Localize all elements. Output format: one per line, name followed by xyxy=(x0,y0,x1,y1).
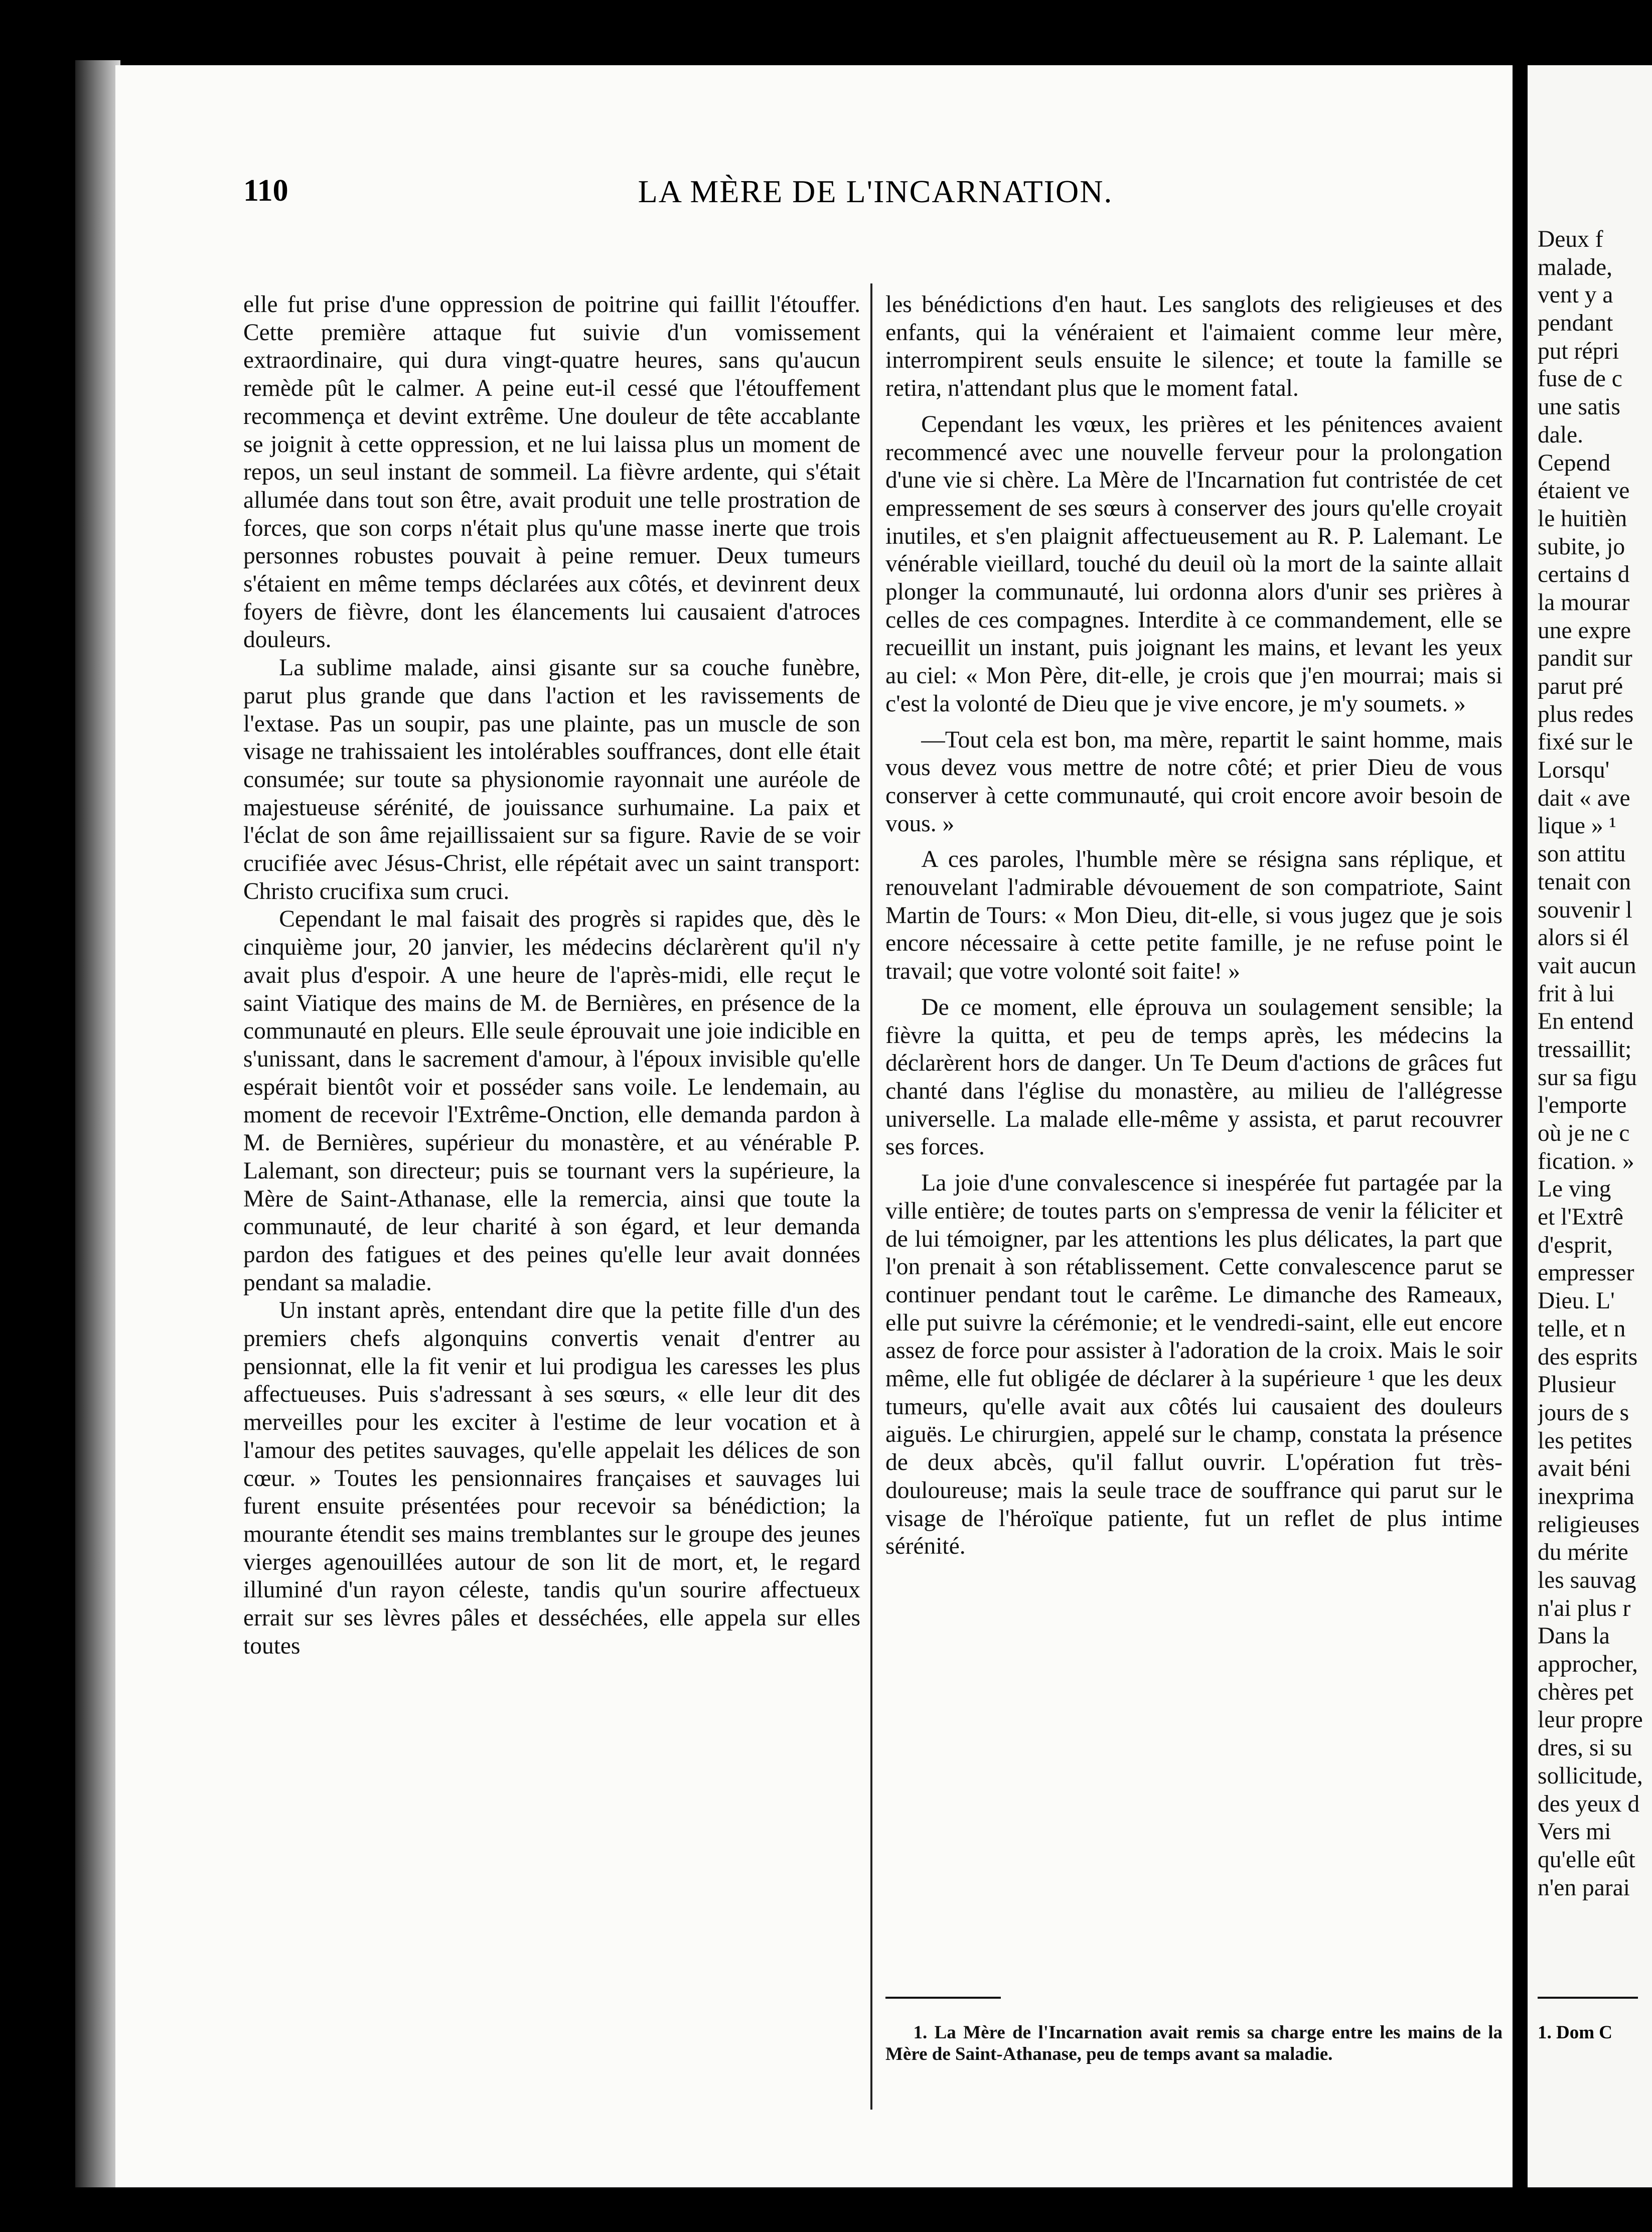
next-page-line: qu'elle eût xyxy=(1538,1846,1635,1873)
next-page-line: l'emporte xyxy=(1538,1092,1627,1119)
next-page-line: inexprima xyxy=(1538,1483,1634,1510)
next-page-line: religieuses xyxy=(1538,1511,1640,1538)
next-page-line: vait aucun xyxy=(1538,952,1636,979)
next-page-line: dres, si su xyxy=(1538,1735,1632,1761)
next-page-line: fixé sur le xyxy=(1538,729,1633,756)
paragraph: Cependant les vœux, les prières et les pénitences avaient recommencé avec une nouvelle ferveur pour la prolongation d'une vie si chère. La Mère de l'Incarnation fut contristée de cet empressement de ses sœurs à conserver des jours qu'elle croyait inutiles, et s'en plaignit affectueusement au R. P. Lalemant. Le vénérable vieillard, touché du deuil où la mort de la sainte allait plonger la communauté, lui ordonna alors d'unir ses prières à celles de ces compagnes. Interdite à ce commandement, elle se recueillit un instant, puis joignant les mains, et levant les yeux au ciel: « Mon Père, dit-elle, je crois que j'en mourrai; mais si c'est la volonté de Dieu que je vive encore, je m'y soumets. » xyxy=(885,411,1503,717)
paragraph: Un instant après, entendant dire que la petite fille d'un des premiers chefs algonquins convertis venait d'entrer au pensionnat, elle la fit venir et lui prodigua les caresses les plus affectueuses. Puis s'adressant à ses sœurs, « elle leur dit des merveilles pour les exciter à l'estime de leur vocation et à l'amour des petites sauvages, qu'elle appelait les délices de son cœur. » Toutes les pensionnaires françaises et sauvages lui furent ensuite présentées pour recevoir sa bénédiction; la mourante étendit ses mains tremblantes sur le groupe des jeunes vierges agenouillées autour de son lit de mort, et, le regard illuminé d'un rayon céleste, tandis qu'un sourire affectueux errait sur ses lèvres pâles et desséchées, elle appela sur elles toutes xyxy=(243,1297,860,1659)
next-page-line: dale. xyxy=(1538,421,1583,448)
footnote: 1. La Mère de l'Incarnation avait remis sa charge entre les mains de la Mère de Saint-Athanase, peu de temps avant sa maladie. xyxy=(885,2022,1503,2064)
column-divider xyxy=(870,283,872,2110)
paragraph: De ce moment, elle éprouva un soulagement sensible; la fièvre la quitta, et peu de temps après, les médecins la déclarèrent hors de danger. Un Te Deum d'actions de grâces fut chanté dans l'église du monastère, au milieu de l'allégresse universelle. La malade elle-même y assista, et parut recouvrer ses forces. xyxy=(885,994,1503,1160)
next-page-line: jours de s xyxy=(1538,1399,1629,1426)
next-page-line: pandit sur xyxy=(1538,645,1632,672)
next-page-line: Cepend xyxy=(1538,450,1611,476)
paragraph: Cependant le mal faisait des progrès si rapides que, dès le cinquième jour, 20 janvier, les médecins déclarèrent qu'il n'y avait plus d'espoir. A une heure de l'après-midi, elle reçut le saint Viatique des mains de M. de Bernières, en présence de la communauté en pleurs. Elle seule éprouvait une joie indicible en s'unissant, dans le sacrement d'amour, à l'époux invisible qu'elle espérait bientôt voir et posséder sans voile. Le lendemain, au moment de recevoir l'Extrême-Onction, elle demanda pardon à M. de Bernières, supérieur du monastère, et au vénérable P. Lalemant, son directeur; puis se tournant vers la supérieure, la Mère de Saint-Athanase, elle la remercia, ainsi que toute la communauté, de leur charité à son égard, et leur demanda pardon des fatigues et des peines qu'elle leur avait données pendant sa maladie. xyxy=(243,906,860,1296)
next-page-line: d'esprit, xyxy=(1538,1232,1613,1258)
page xyxy=(115,65,1513,2187)
next-page-line: empresser xyxy=(1538,1260,1634,1286)
next-page-line: pendant xyxy=(1538,310,1613,337)
next-page-line: et l'Extrê xyxy=(1538,1204,1623,1231)
next-page-line: la mourar xyxy=(1538,589,1630,616)
running-title: LA MÈRE DE L'INCARNATION. xyxy=(638,174,1113,209)
paragraph: les bénédictions d'en haut. Les sanglots des religieuses et des enfants, qui la vénéraient et l'aimaient comme leur mère, interrompirent seuls ensuite le silence; et toute la famille se retira, n'attendant plus que le moment fatal. xyxy=(885,291,1503,402)
paragraph: elle fut prise d'une oppression de poitrine qui faillit l'étouffer. Cette première attaque fut suivie d'un vomissement extraordinaire, qui dura vingt-quatre heures, sans qu'aucun remède pût le calmer. A peine eut-il cessé que l'étouffement recommença et devint extrême. Une douleur de tête accablante se joignit à cette oppression, et ne lui laissa plus un moment de repos, un seul instant de sommeil. La fièvre ardente, qui s'était allumée dans tout son être, avait produit une telle prostration de forces, que son corps n'était plus qu'une masse inerte que trois personnes robustes pouvait à peine remuer. Deux tumeurs s'étaient en même temps déclarées aux côtés, et devinrent deux foyers de fièvre, dont les élancements lui causaient d'atroces douleurs. xyxy=(243,291,860,653)
next-page-line: dait « ave xyxy=(1538,785,1630,811)
next-page-line: Dans la xyxy=(1538,1623,1610,1650)
next-page-line: certains d xyxy=(1538,561,1630,588)
next-page-line: le huitièn xyxy=(1538,505,1627,532)
next-page-line: une satis xyxy=(1538,394,1620,420)
next-page-line: où je ne c xyxy=(1538,1120,1630,1146)
next-page-footnote: 1. Dom C xyxy=(1538,2022,1613,2043)
next-page-line: malade, xyxy=(1538,254,1613,280)
next-page-fragment xyxy=(1528,65,1652,2187)
next-page-line: frit à lui xyxy=(1538,980,1615,1007)
next-page-line: sollicitude, xyxy=(1538,1762,1643,1789)
next-page-line: une expre xyxy=(1538,617,1631,644)
next-page-line: souvenir l xyxy=(1538,897,1632,923)
next-page-line: n'ai plus r xyxy=(1538,1595,1631,1621)
text-column-right xyxy=(885,291,1503,2122)
next-page-line: subite, jo xyxy=(1538,533,1625,560)
next-page-line: chères pet xyxy=(1538,1679,1634,1705)
next-page-line: parut pré xyxy=(1538,673,1623,699)
next-page-line: Le ving xyxy=(1538,1176,1611,1203)
next-page-line: alors si él xyxy=(1538,925,1629,951)
next-page-line: n'en parai xyxy=(1538,1874,1630,1901)
next-page-column xyxy=(1538,226,1652,1902)
next-page-line: tressaillit; xyxy=(1538,1036,1632,1063)
paragraph: La joie d'une convalescence si inespérée fut partagée par la ville entière; de toutes parts on s'empressa de venir la féliciter et de lui témoigner, par les attentions les plus délicates, la part que l'on prenait à son rétablissement. Cette convalescence parut se continuer pendant tout le carême. Le dimanche des Rameaux, elle put suivre la cérémonie; et le vendredi-saint, elle eut encore assez de force pour assister à l'adoration de la croix. Mais le soir même, elle fut obligée de déclarer à la supérieure ¹ que les deux tumeurs, qu'elle avait aux côtés lui causaient des douleurs aiguës. Le chirurgien, appelé sur le champ, constata la présence de deux abcès, qu'il fallut ouvrir. L'opération fut très-douloureuse; mais la seule trace de souffrance qui parut sur le visage de l'héroïque patiente, fut un reflet de plus intime sérénité. xyxy=(885,1170,1503,1560)
page-number: 110 xyxy=(243,174,288,208)
next-page-line: sur sa figu xyxy=(1538,1064,1637,1091)
next-page-line: avait béni xyxy=(1538,1455,1631,1482)
next-page-line: étaient ve xyxy=(1538,478,1630,504)
footnote-rule xyxy=(885,1997,1001,1999)
paragraph: La sublime malade, ainsi gisante sur sa couche funèbre, parut plus grande que dans l'action et les ravissements de l'extase. Pas un soupir, pas une plainte, pas un muscle de son visage ne trahissaient les intolérables souffrances, dont elle était consumée; sur toute sa physionomie rayonnait une auréole de majestueuse sérénité, de jouissance surhumaine. La paix et l'éclat de son âme rejaillissaient sur sa figure. Ravie de se voir crucifiée avec Jésus-Christ, elle répétait avec un saint transport: Christo crucifixa sum cruci. xyxy=(243,655,860,905)
next-page-line: approcher, xyxy=(1538,1651,1638,1678)
next-page-line: des yeux d xyxy=(1538,1791,1640,1817)
next-page-line: tenait con xyxy=(1538,868,1631,895)
next-page-line: Dieu. L' xyxy=(1538,1288,1615,1314)
next-page-line: fuse de c xyxy=(1538,366,1622,392)
next-page-line: fication. » xyxy=(1538,1148,1634,1174)
paragraph: —Tout cela est bon, ma mère, repartit le saint homme, mais vous devez vous mettre de notre côté; et prier Dieu de vous conserver à cette communauté, qui croit encore avoir besoin de vous. » xyxy=(885,726,1503,837)
footnote-rule xyxy=(1538,1997,1638,1999)
next-page-line: son attitu xyxy=(1538,841,1626,867)
next-page-line: telle, et n xyxy=(1538,1315,1626,1342)
next-page-line: put répri xyxy=(1538,338,1619,364)
paragraph: A ces paroles, l'humble mère se résigna sans réplique, et renouvelant l'admirable dévouement de son compatriote, Saint Martin de Tours: « Mon Dieu, dit-elle, si vous jugez que je sois encore nécessaire à cette petite famille, je ne refuse point le travail; que votre volonté soit faite! » xyxy=(885,846,1503,985)
next-page-line: Deux f xyxy=(1538,226,1603,252)
text-column-left xyxy=(243,291,860,2122)
next-page-line: du mérite xyxy=(1538,1539,1628,1566)
next-page-line: des esprits xyxy=(1538,1344,1638,1370)
scan-edge xyxy=(75,60,120,2187)
next-page-line: Plusieur xyxy=(1538,1372,1616,1398)
next-page-line: leur propre xyxy=(1538,1707,1643,1733)
next-page-line: vent y a xyxy=(1538,282,1613,309)
next-page-line: les sauvag xyxy=(1538,1567,1636,1593)
next-page-line: Vers mi xyxy=(1538,1819,1611,1845)
next-page-line: lique » ¹ xyxy=(1538,813,1616,839)
next-page-line: plus redes xyxy=(1538,701,1634,727)
page-header xyxy=(243,173,1508,213)
next-page-line: En entend xyxy=(1538,1008,1634,1035)
next-page-line: Lorsqu' xyxy=(1538,757,1610,784)
next-page-line: les petites xyxy=(1538,1427,1632,1454)
